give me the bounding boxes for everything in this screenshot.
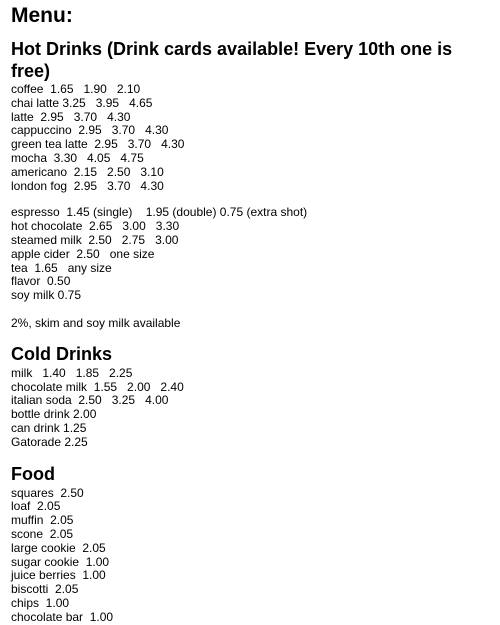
hot-drinks-list-extra bbox=[11, 206, 491, 303]
hot-drinks-heading: Hot Drinks (Drink cards available! Every 10th one is free) bbox=[11, 39, 453, 81]
menu-item: italian soda 2.50 3.25 4.00 bbox=[11, 393, 169, 408]
cold-drinks-heading: Cold Drinks bbox=[11, 343, 113, 364]
menu-item: soy milk 0.75 bbox=[11, 288, 82, 303]
menu-item: hot chocolate 2.65 3.00 3.30 bbox=[11, 219, 180, 234]
menu-item: milk 1.40 1.85 2.25 bbox=[11, 365, 133, 380]
menu-item: muffin 2.05 bbox=[11, 513, 74, 528]
menu-item: biscotti 2.05 bbox=[11, 582, 79, 597]
menu-item: americano 2.15 2.50 3.10 bbox=[11, 164, 164, 179]
menu-item: chips 1.00 bbox=[11, 595, 70, 610]
menu-item: can drink 1.25 bbox=[11, 420, 87, 435]
food-list bbox=[11, 487, 491, 625]
menu-item: latte 2.95 3.70 4.30 bbox=[11, 109, 131, 124]
menu-item: cappuccino 2.95 3.70 4.30 bbox=[11, 123, 169, 138]
menu-item: squares 2.50 bbox=[11, 485, 84, 500]
menu-item: london fog 2.95 3.70 4.30 bbox=[11, 178, 164, 193]
menu-page bbox=[11, 4, 491, 625]
menu-item: large cookie 2.05 bbox=[11, 540, 106, 555]
milk-note: 2%, skim and soy milk available bbox=[11, 315, 181, 330]
food-section bbox=[11, 463, 491, 625]
menu-item: coffee 1.65 1.90 2.10 bbox=[11, 82, 141, 96]
menu-item: sugar cookie 1.00 bbox=[11, 554, 110, 569]
menu-item: chai latte 3.25 3.95 4.65 bbox=[11, 95, 153, 110]
menu-item: loaf 2.05 bbox=[11, 499, 61, 514]
menu-item: Gatorade 2.25 bbox=[11, 434, 88, 449]
menu-item: chocolate bar 1.00 bbox=[11, 609, 114, 624]
menu-item: bottle drink 2.00 bbox=[11, 407, 97, 422]
menu-item: steamed milk 2.50 2.75 3.00 bbox=[11, 232, 179, 247]
cold-drinks-section bbox=[11, 343, 491, 450]
hot-drinks-section bbox=[11, 38, 491, 331]
menu-item: tea 1.65 any size bbox=[11, 260, 112, 275]
menu-item: green tea latte 2.95 3.70 4.30 bbox=[11, 137, 185, 152]
cold-drinks-list bbox=[11, 367, 491, 450]
menu-item: chocolate milk 1.55 2.00 2.40 bbox=[11, 379, 184, 394]
hot-drinks-list bbox=[11, 83, 491, 193]
menu-item: espresso 1.45 (single) 1.95 (double) 0.75 (extra shot) bbox=[11, 205, 308, 220]
menu-item: flavor 0.50 bbox=[11, 274, 71, 289]
menu-item: juice berries 1.00 bbox=[11, 568, 106, 583]
menu-item: scone 2.05 bbox=[11, 526, 74, 541]
menu-item: mocha 3.30 4.05 4.75 bbox=[11, 150, 144, 165]
menu-item: apple cider 2.50 one size bbox=[11, 246, 155, 261]
food-heading: Food bbox=[11, 463, 55, 484]
menu-title: Menu: bbox=[11, 4, 73, 27]
